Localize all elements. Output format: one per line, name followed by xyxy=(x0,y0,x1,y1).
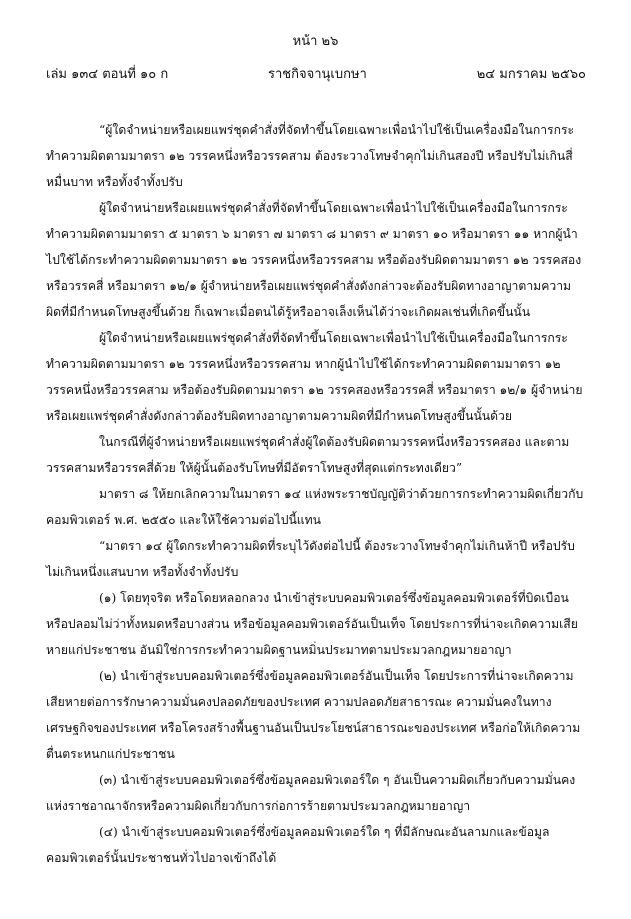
clause-4: (๔) นำเข้าสู่ระบบคอมพิวเตอร์ซึ่งข้อมูลคอมพิวเตอร์ใด ๆ ที่มีลักษณะอันลามกและข้อมูลคอมพิวเตอร์นั้นประชาชนทั่วไปอาจเข้าถึงได้ xyxy=(46,825,550,865)
paragraph-4: ในกรณีที่ผู้จำหน่ายหรือเผยแพร่ชุดคำสั่งผู้ใดต้องรับผิดตามวรรคหนึ่งหรือวรรคสอง และตามวรรคสามหรือวรรคสี่ด้วย ให้ผู้นั้นต้องรับโทษที่มีอัตราโทษสูงที่สุดแต่กระทงเดียว” xyxy=(46,435,570,475)
clause-3: (๓) นำเข้าสู่ระบบคอมพิวเตอร์ซึ่งข้อมูลคอมพิวเตอร์ใด ๆ อันเป็นความผิดเกี่ยวกับความมั่นคงแห่งราชอาณาจักรหรือความผิดเกี่ยวกับการก่อการร้ายตามประมวลกฎหมายอาญา xyxy=(46,773,576,813)
document-body xyxy=(46,117,586,871)
clause-2: (๒) นำเข้าสู่ระบบคอมพิวเตอร์ซึ่งข้อมูลคอมพิวเตอร์อันเป็นเท็จ โดยประการที่น่าจะเกิดความเสียหายต่อการรักษาความมั่นคงปลอดภัยของประเทศ ความปลอดภัยสาธารณะ ความมั่นคงในทางเศรษฐกิจของประเทศ หรือโครงสร้างพื้นฐานอันเป็นประโยชน์สาธารณะของประเทศ หรือก่อให้เกิดความตื่นตระหนกแก่ประชาชน xyxy=(46,669,581,761)
publication-date: ๒๔ มกราคม ๒๕๖๐ xyxy=(476,67,586,82)
gazette-title: ราชกิจจานุเบกษา xyxy=(268,67,367,82)
page-header xyxy=(46,63,586,85)
page-number: หน้า ๒๖ xyxy=(292,34,339,49)
section-14: “มาตรา ๑๔ ผู้ใดกระทำความผิดที่ระบุไว้ดังต่อไปนี้ ต้องระวางโทษจำคุกไม่เกินห้าปี หรือปรับไม่เกินหนึ่งแสนบาท หรือทั้งจำทั้งปรับ xyxy=(46,539,575,579)
volume-issue: เล่ม ๑๓๔ ตอนที่ ๑๐ ก xyxy=(46,67,169,82)
section-8: มาตรา ๘ ให้ยกเลิกความในมาตรา ๑๔ แห่งพระราชบัญญัติว่าด้วยการกระทำความผิดเกี่ยวกับคอมพิวเตอร์ พ.ศ. ๒๕๕๐ และให้ใช้ความต่อไปนี้แทน xyxy=(46,487,584,527)
paragraph-2: ผู้ใดจำหน่ายหรือเผยแพร่ชุดคำสั่งที่จัดทำขึ้นโดยเฉพาะเพื่อนำไปใช้เป็นเครื่องมือในการกระทำความผิดตามมาตรา ๕ มาตรา ๖ มาตรา ๗ มาตรา ๘ มาตรา ๙ มาตรา ๑๐ หรือมาตรา ๑๑ หากผู้นำไปใช้ได้กระทำความผิดตามมาตรา ๑๒ วรรคหนึ่งหรือวรรคสาม หรือต้องรับผิดตามมาตรา ๑๒ วรรคสองหรือวรรคสี่ หรือมาตรา ๑๒/๑ ผู้จำหน่ายหรือเผยแพร่ชุดคำสั่งดังกล่าวจะต้องรับผิดทางอาญาตามความผิดที่มีกำหนดโทษสูงขึ้นด้วย ก็เฉพาะเมื่อตนได้รู้หรืออาจเล็งเห็นได้ว่าจะเกิดผลเช่นที่เกิดขึ้นนั้น xyxy=(46,201,582,319)
paragraph-3: ผู้ใดจำหน่ายหรือเผยแพร่ชุดคำสั่งที่จัดทำขึ้นโดยเฉพาะเพื่อนำไปใช้เป็นเครื่องมือในการกระทำความผิดตามมาตรา ๑๒ วรรคหนึ่งหรือวรรคสาม หากผู้นำไปใช้ได้กระทำความผิดตามมาตรา ๑๒ วรรคหนึ่งหรือวรรคสาม หรือต้องรับผิดตามมาตรา ๑๒ วรรคสองหรือวรรคสี่ หรือมาตรา ๑๒/๑ ผู้จำหน่ายหรือเผยแพร่ชุดคำสั่งดังกล่าวต้องรับผิดทางอาญาตามความผิดที่มีกำหนดโทษสูงขึ้นนั้นด้วย xyxy=(46,331,583,423)
paragraph-1: “ผู้ใดจำหน่ายหรือเผยแพร่ชุดคำสั่งที่จัดทำขึ้นโดยเฉพาะเพื่อนำไปใช้เป็นเครื่องมือในการกระทำความผิดตามมาตรา ๑๒ วรรคหนึ่งหรือวรรคสาม ต้องระวางโทษจำคุกไม่เกินสองปี หรือปรับไม่เกินสี่หมื่นบาท หรือทั้งจำทั้งปรับ xyxy=(46,123,575,189)
clause-1: (๑) โดยทุจริต หรือโดยหลอกลวง นำเข้าสู่ระบบคอมพิวเตอร์ซึ่งข้อมูลคอมพิวเตอร์ที่บิดเบือนหรือปลอมไม่ว่าทั้งหมดหรือบางส่วน หรือข้อมูลคอมพิวเตอร์อันเป็นเท็จ โดยประการที่น่าจะเกิดความเสียหายแก่ประชาชน อันมิใช่การกระทำความผิดฐานหมิ่นประมาทตามประมวลกฎหมายอาญา xyxy=(46,591,578,657)
